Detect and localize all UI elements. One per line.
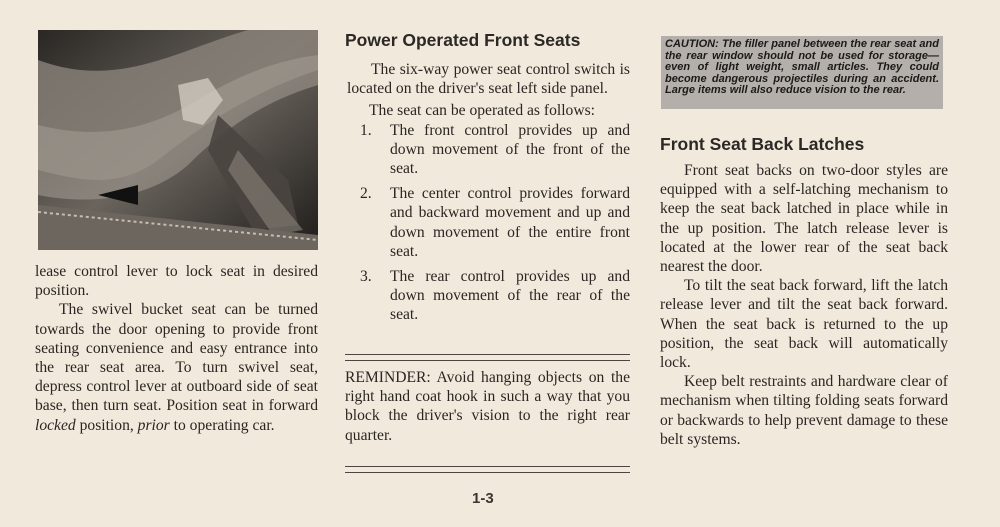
list-item: 3. The rear control provides up and down movement of the rear of the seat.: [360, 268, 630, 324]
list-item: 1. The front control provides up and down movement of the front of the seat.: [360, 121, 630, 178]
middle-column: [345, 30, 630, 325]
left-paragraph: lease control lever to lock seat in desired position.: [35, 263, 318, 300]
belt-paragraph: Keep belt restraints and hardware clear of mechanism when tilting folding seats forward or backwards to help prevent damage to these belt systems.: [660, 373, 948, 448]
power-seats-heading: Power Operated Front Seats: [345, 30, 581, 50]
left-column: [35, 262, 318, 435]
seat-back-latches-heading: Front Seat Back Latches: [660, 134, 865, 154]
reminder-text: REMINDER: Avoid hanging objects on the right hand coat hook in such a way that you block the driver's vision to the right rear quarter.: [345, 369, 630, 444]
emphasis-locked: locked: [35, 416, 76, 434]
right-column: [660, 134, 948, 449]
list-item: 2. The center control provides forward and backward movement and up and down movement of the entire front seat.: [360, 185, 630, 260]
swivel-seat-paragraph: The swivel bucket seat can be turned towards the door opening to provide front seating convenience and easy entrance into the rear seat area. To turn swivel seat, depress control lever at outboard side of seat base, then turn seat. Position seat in forward locked position, prior to operating car.: [35, 301, 318, 434]
caution-box: CAUTION: The filler panel between the rear seat and the rear window should not be used for storage—even of light weight, small articles. They could become dangerous projectiles during an accident. Large items will also reduce vision to the rear.: [661, 36, 943, 109]
divider-top: [345, 354, 630, 361]
tilt-paragraph: To tilt the seat back forward, lift the latch release lever and tilt the seat back forward. When the seat back is returned to the up position, the seat back will automatically lock.: [660, 277, 948, 372]
reminder-block: [345, 368, 630, 445]
emphasis-prior: prior: [137, 416, 170, 434]
seat-control-list: [345, 121, 630, 325]
seat-control-photo: [38, 30, 318, 250]
page-number: 1-3: [472, 490, 494, 507]
power-seats-lead: The seat can be operated as follows:: [369, 102, 596, 120]
divider-bottom: [345, 466, 630, 473]
latch-paragraph: Front seat backs on two-door styles are equipped with a self-latching mechanism to keep the seat back latched in place while in the up position. The latch release lever is located at the lower rear of the seat back nearest the door.: [660, 162, 948, 276]
power-seats-intro: The six-way power seat control switch is located on the driver's seat left side panel.: [347, 61, 630, 98]
